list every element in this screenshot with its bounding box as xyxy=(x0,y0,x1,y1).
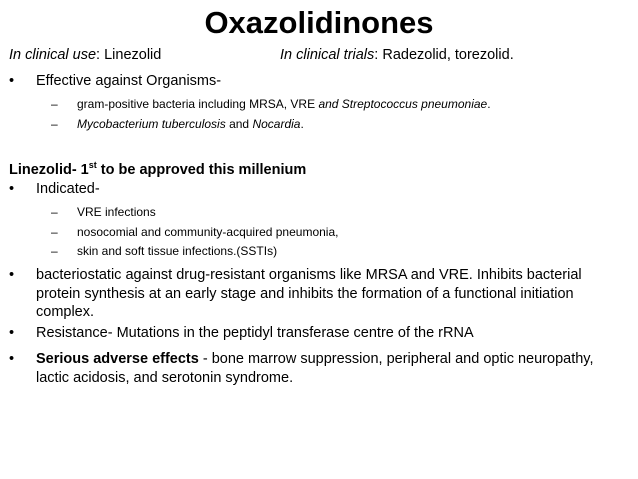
dash-marker: – xyxy=(51,205,58,219)
linezolid-heading-sup: st xyxy=(88,160,97,170)
effective-item-2-italic1: Mycobacterium tuberculosis xyxy=(77,117,226,131)
effective-item-2-post: . xyxy=(300,117,304,131)
adverse-effects-body: - bone marrow suppression, peripheral and optic neuropathy, lactic acidosis, and serotonin syndrome. xyxy=(36,351,594,386)
clinical-trials-sep: : xyxy=(374,47,383,63)
effective-item-2-italic2: Nocardia xyxy=(252,117,301,131)
indication-text: VRE infections xyxy=(77,205,156,219)
clinical-trials-value: Radezolid, torezolid. xyxy=(382,47,514,63)
effective-item-1-italic: and Streptococcus pneumoniae xyxy=(318,97,488,111)
bullet-marker: • xyxy=(9,267,15,283)
bullet-marker: • xyxy=(9,325,15,341)
effective-item-1-post: . xyxy=(487,97,491,111)
mechanism-text: bacteriostatic against drug-resistant organisms like MRSA and VRE. Inhibits bacterial protein synthesis at an early stage and inhibits the formation of a functional initiation complex. xyxy=(36,267,582,320)
linezolid-heading-post: to be approved this millenium xyxy=(96,161,307,178)
clinical-use-label: In clinical use xyxy=(9,47,97,63)
linezolid-heading-pre: Linezolid- 1 xyxy=(9,161,89,178)
effective-item-1-pre: gram-positive bacteria including MRSA, VRE xyxy=(77,97,319,111)
indication-text: skin and soft tissue infections.(SSTIs) xyxy=(77,244,278,258)
clinical-trials-line xyxy=(280,46,514,65)
indication-text: nosocomial and community-acquired pneumonia, xyxy=(77,225,339,239)
clinical-trials-label: In clinical trials xyxy=(280,47,375,63)
dash-marker: – xyxy=(51,97,58,111)
slide-title: Oxazolidinones xyxy=(204,5,434,40)
linezolid-heading xyxy=(9,156,306,180)
dash-marker: – xyxy=(51,117,58,131)
clinical-use-sep: : xyxy=(96,47,105,63)
dash-marker: – xyxy=(51,244,58,258)
effective-heading: Effective against Organisms- xyxy=(36,73,222,89)
clinical-use-value: Linezolid xyxy=(104,47,162,63)
resistance-text: Resistance- Mutations in the peptidyl transferase centre of the rRNA xyxy=(36,325,474,341)
bullet-marker: • xyxy=(9,351,15,367)
effective-item-2-mid: and xyxy=(225,117,253,131)
dash-marker: – xyxy=(51,225,58,239)
bullet-marker: • xyxy=(9,73,15,89)
bullet-marker: • xyxy=(9,181,15,197)
clinical-use-line xyxy=(9,46,161,65)
adverse-effects-label: Serious adverse effects xyxy=(36,351,199,367)
indicated-heading: Indicated- xyxy=(36,181,100,197)
adverse-effects-text xyxy=(36,350,611,387)
